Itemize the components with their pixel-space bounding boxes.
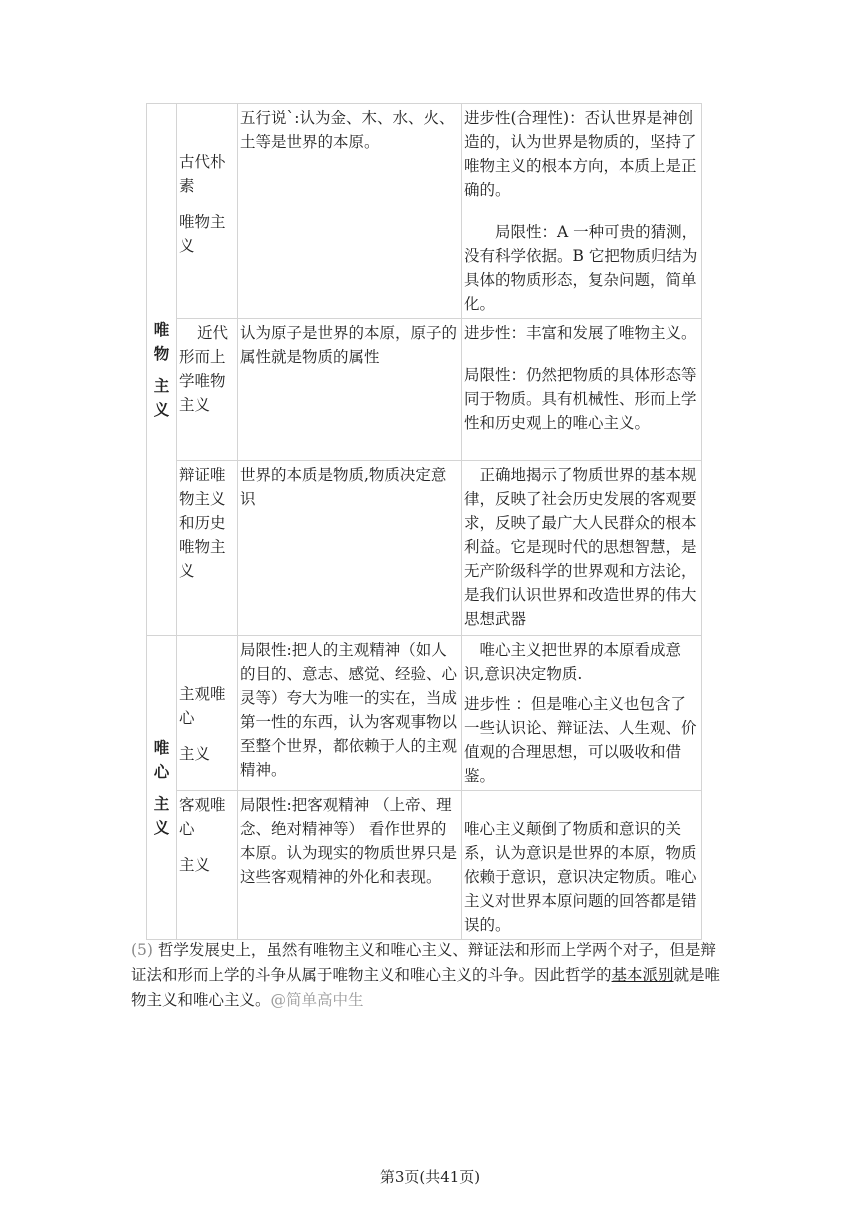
eval-cell bbox=[462, 104, 702, 319]
view-cell bbox=[238, 461, 462, 636]
school-line: 唯物主 bbox=[179, 213, 226, 231]
view-text: 世界的本质是物质,物质决定意识 bbox=[240, 466, 447, 508]
watermark: @简单高中生 bbox=[270, 991, 364, 1009]
table-row bbox=[147, 791, 702, 940]
school-line: 主观唯 bbox=[179, 685, 226, 703]
category-char: 唯 bbox=[153, 320, 170, 339]
eval-text: 进步性：丰富和发展了唯物主义。 bbox=[464, 324, 697, 342]
underlined-term: 基本派别 bbox=[611, 966, 674, 984]
view-cell bbox=[238, 636, 462, 791]
school-line: 主义 bbox=[179, 745, 211, 763]
school-dialectical-materialism bbox=[177, 461, 238, 636]
category-char: 主 bbox=[153, 376, 170, 395]
view-cell bbox=[238, 791, 462, 940]
category-char: 物 bbox=[153, 344, 170, 363]
school-line: 近代 bbox=[197, 324, 229, 342]
table-row bbox=[147, 319, 702, 461]
page-footer: 第3页(共41页) bbox=[379, 1168, 481, 1186]
eval-text: 进步性(合理性)：否认世界是神创造的，认为世界是物质的，坚持了唯物主义的根本方向，本质上是正确的。 bbox=[464, 109, 697, 199]
table-row bbox=[147, 104, 702, 319]
category-char: 义 bbox=[153, 400, 170, 419]
materialism-category bbox=[147, 104, 177, 636]
school-line: 和历史 bbox=[179, 514, 226, 532]
eval-text: 进步性 ：但是唯心主义也包含了一些认识论、辩证法、人生观、价值观的合理思想，可以吸收和借鉴。 bbox=[464, 695, 697, 785]
category-char: 心 bbox=[153, 762, 170, 781]
eval-text: 唯心主义颠倒了物质和意识的关系，认为意识是世界的本原，物质依赖于意识，意识决定物质。唯心主义对世界本原问题的回答都是错误的。 bbox=[464, 820, 697, 934]
school-line: 客观唯 bbox=[179, 796, 226, 814]
table-row bbox=[147, 461, 702, 636]
view-cell bbox=[238, 104, 462, 319]
category-char: 唯 bbox=[153, 738, 170, 757]
school-subjective-idealism bbox=[177, 636, 238, 791]
school-line: 物主义 bbox=[179, 490, 226, 508]
eval-cell bbox=[462, 636, 702, 791]
eval-text: 正确地揭示了物质世界的基本规律，反映了社会历史发展的客观要求，反映了最广大人民群众的根本利益。它是现时代的思想智慧，是无产阶级科学的世界观和方法论，是我们认识世界和改造世界的伟大思想武器 bbox=[464, 466, 697, 628]
school-ancient-materialism bbox=[177, 104, 238, 319]
eval-text: 唯心主义把世界的本原看成意识,意识决定物质. bbox=[464, 641, 682, 683]
eval-cell bbox=[462, 319, 702, 461]
school-line: 形而上 bbox=[179, 348, 226, 366]
school-line: 主义 bbox=[179, 396, 211, 414]
view-text: 局限性:把客观精神 （上帝、理念、绝对精神等） 看作世界的本原。认为现实的物质世界只是这些客观精神的外化和表现。 bbox=[240, 796, 458, 886]
category-char: 主 bbox=[153, 794, 170, 813]
school-line: 素 bbox=[179, 177, 195, 195]
school-line: 古代朴 bbox=[179, 153, 226, 171]
philosophy-table bbox=[146, 103, 702, 940]
eval-text: 局限性：仍然把物质的具体形态等同于物质。具有机械性、形而上学性和历史观上的唯心主义。 bbox=[464, 366, 697, 432]
eval-cell bbox=[462, 461, 702, 636]
school-line: 唯物主 bbox=[179, 538, 226, 556]
eval-text: 局限性：A 一种可贵的猜测，没有科学依据。B 它把物质归结为具体的物质形态，复杂问题，简单化。 bbox=[464, 223, 698, 313]
table-row bbox=[147, 636, 702, 791]
view-text: 五行说`:认为金、木、水、火、土等是世界的本原。 bbox=[240, 109, 455, 151]
view-cell bbox=[238, 319, 462, 461]
school-line: 义 bbox=[179, 562, 195, 580]
school-modern-materialism bbox=[177, 319, 238, 461]
school-line: 学唯物 bbox=[179, 372, 226, 390]
view-text: 局限性:把人的主观精神（如人的目的、意志、感觉、经验、心灵等）夸大为唯一的实在，当成第一性的东西，认为客观事物以至整个世界，都依赖于人的主观精神。 bbox=[240, 641, 458, 779]
eval-cell bbox=[462, 791, 702, 940]
idealism-category bbox=[147, 636, 177, 940]
category-char: 义 bbox=[153, 818, 170, 837]
view-text: 认为原子是世界的本原，原子的属性就是物质的属性 bbox=[240, 324, 458, 366]
school-line: 辩证唯 bbox=[179, 466, 226, 484]
paragraph-text: 就是唯物主义和唯心主义。 bbox=[131, 966, 721, 1009]
paragraph-number: (5) bbox=[131, 941, 153, 959]
summary-paragraph bbox=[131, 938, 731, 1013]
school-line: 心 bbox=[179, 709, 195, 727]
school-objective-idealism bbox=[177, 791, 238, 940]
school-line: 主义 bbox=[179, 856, 211, 874]
paragraph-text: 哲学发展史上，虽然有唯物主义和唯心主义、辩证法和形而上学两个对子，但是辩证法和形而上学的斗争从属于唯物主义和唯心主义的斗争。因此哲学的 bbox=[131, 941, 716, 984]
school-line: 心 bbox=[179, 820, 195, 838]
school-line: 义 bbox=[179, 237, 195, 255]
